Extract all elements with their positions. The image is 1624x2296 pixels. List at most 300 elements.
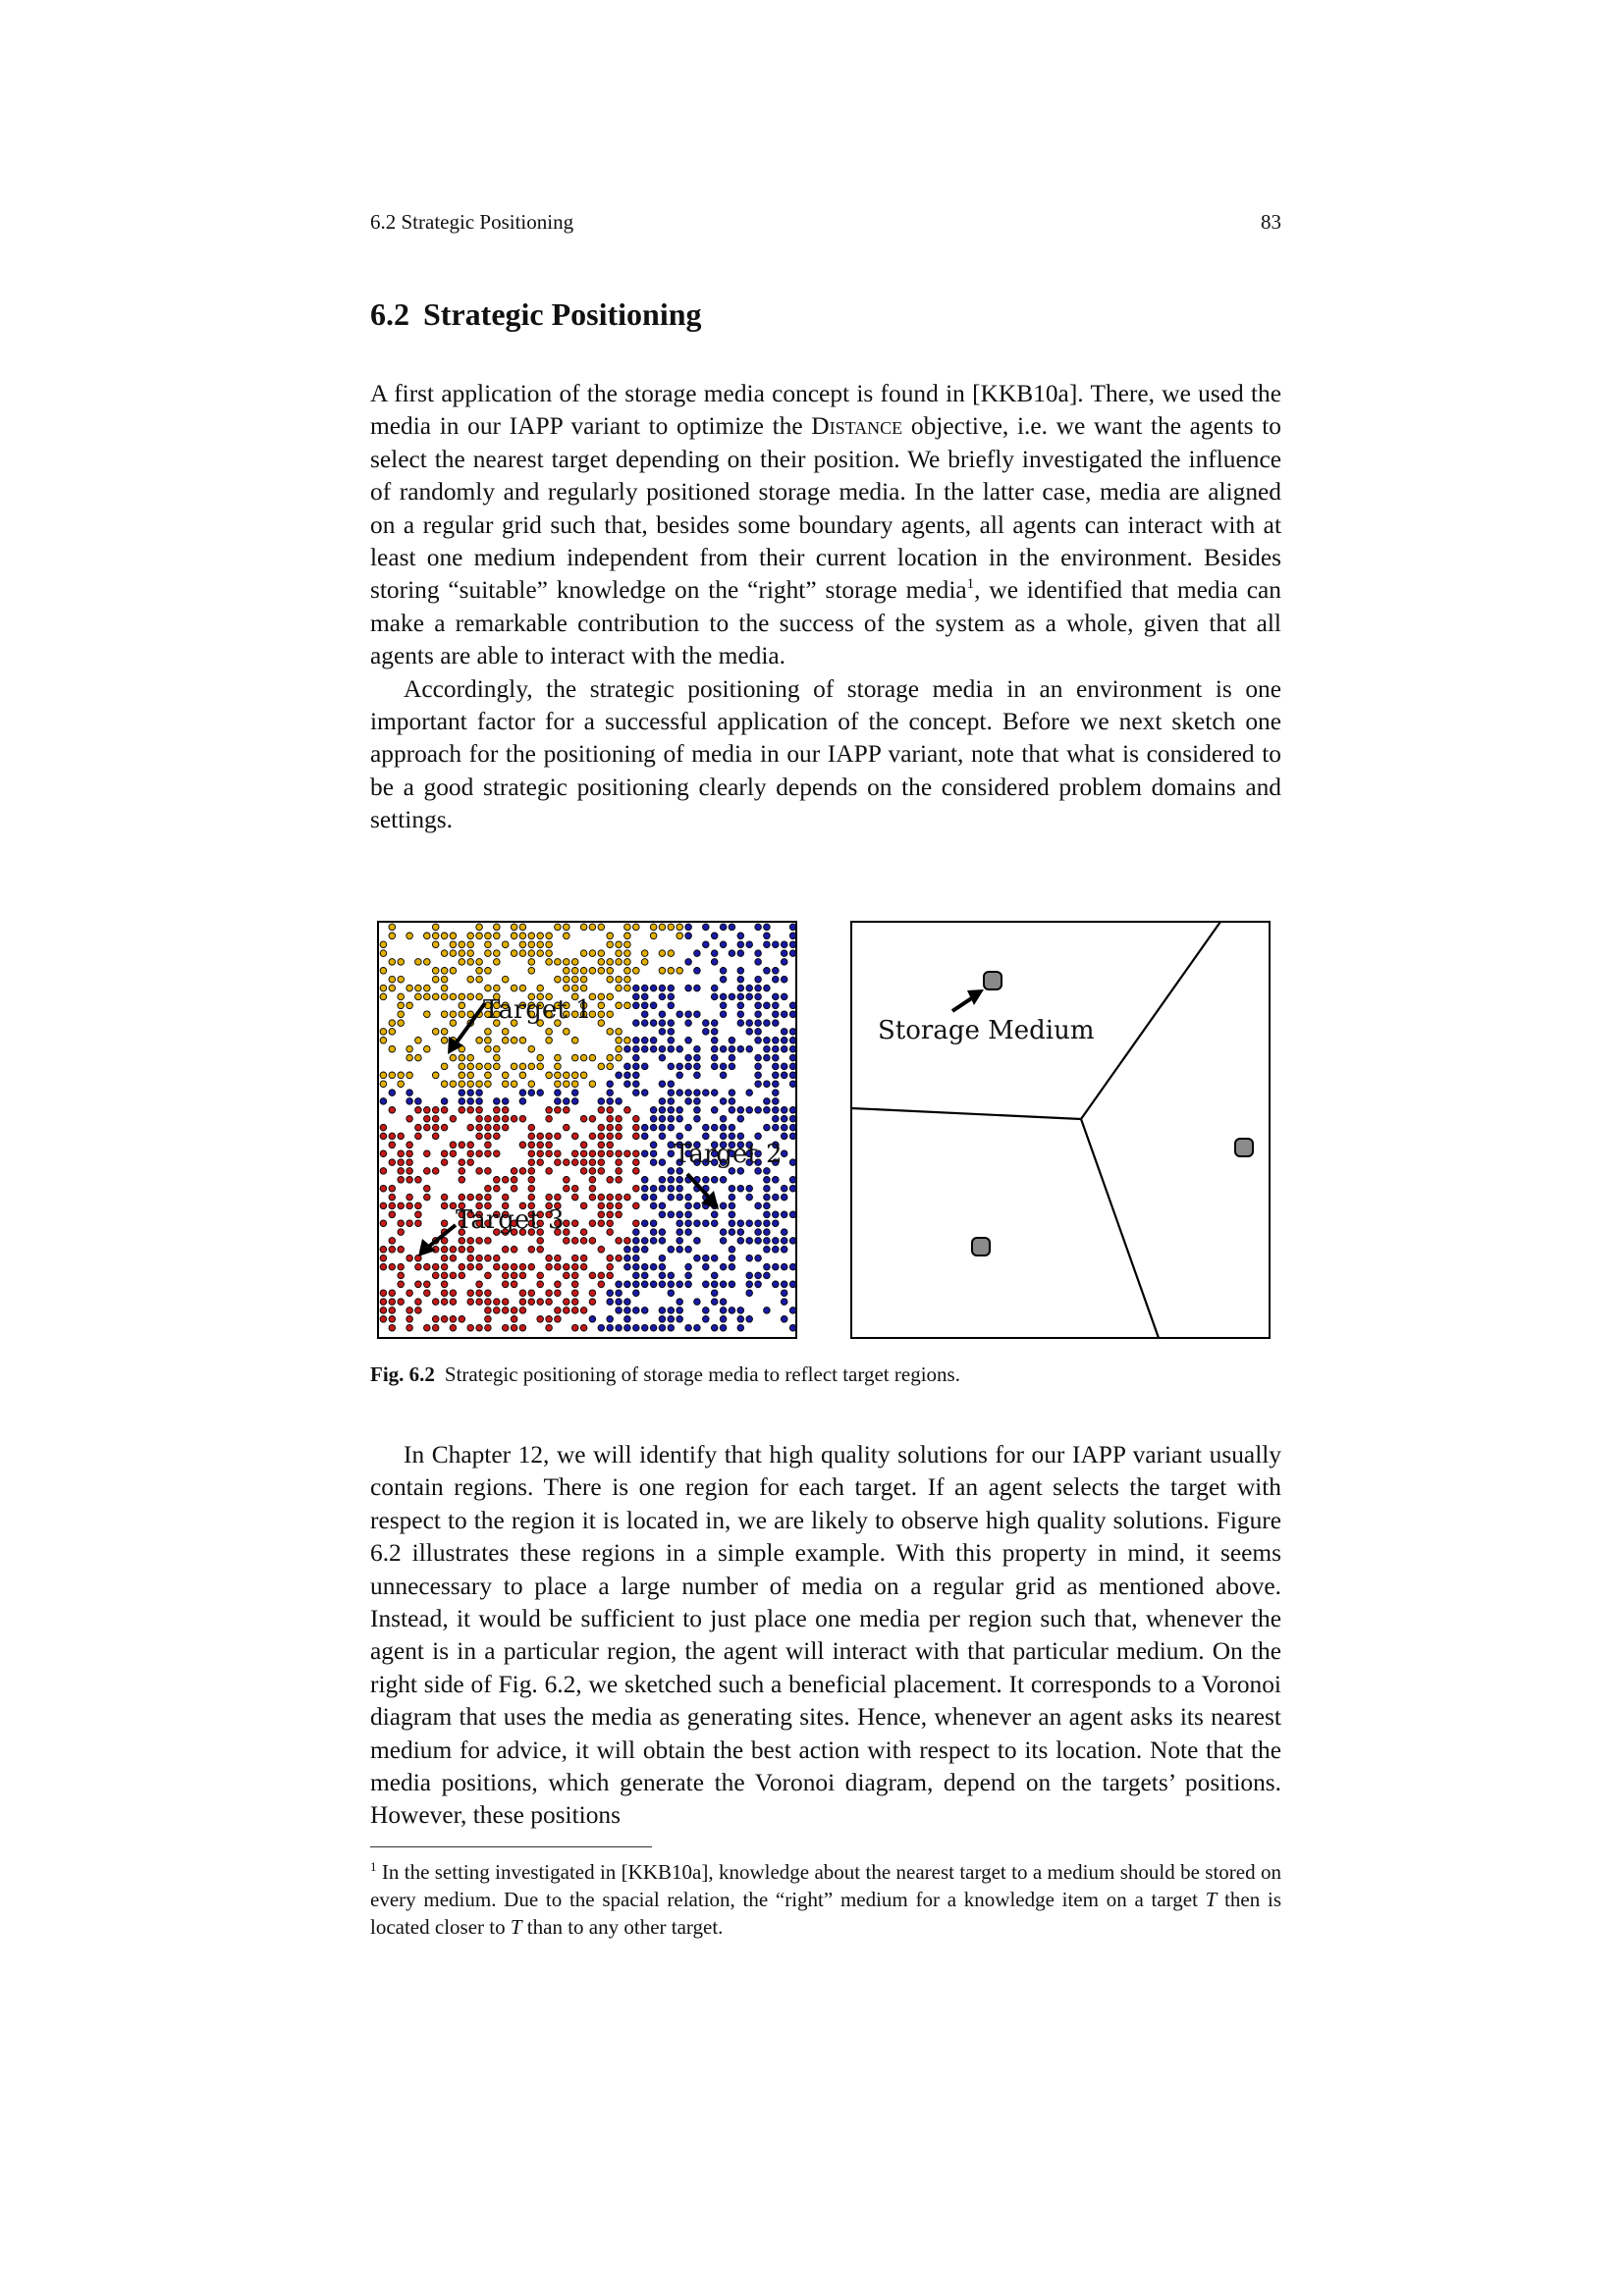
- agent-dot: [781, 993, 787, 1000]
- agent-dot: [589, 968, 596, 975]
- agent-dot: [502, 1281, 509, 1288]
- agent-dot: [781, 1072, 787, 1079]
- agent-dot: [528, 1090, 535, 1096]
- agent-dot: [450, 1247, 457, 1254]
- agent-dot: [546, 1299, 553, 1306]
- agent-dot: [467, 959, 474, 966]
- agent-dot: [668, 1090, 675, 1096]
- agent-dot: [555, 924, 562, 931]
- agent-dot: [389, 1238, 396, 1245]
- agent-dot: [450, 968, 457, 975]
- agent-dot: [764, 1211, 771, 1218]
- agent-dot: [398, 1133, 405, 1140]
- agent-dot: [389, 959, 396, 966]
- agent-dot: [441, 1063, 448, 1070]
- agent-dot: [633, 968, 640, 975]
- agent-dot: [467, 1107, 474, 1114]
- agent-dot: [607, 1054, 614, 1061]
- agent-dot: [432, 1168, 439, 1175]
- agent-dot: [781, 941, 787, 948]
- agent-dot: [564, 968, 570, 975]
- agent-dot: [633, 1063, 640, 1070]
- agent-dot: [494, 959, 501, 966]
- agent-dot: [406, 985, 413, 991]
- agent-dot: [598, 993, 605, 1000]
- agent-dot: [485, 985, 492, 991]
- agent-dot: [607, 1150, 614, 1157]
- agent-dot: [607, 1211, 614, 1218]
- agent-dot: [415, 985, 422, 991]
- agent-dot: [685, 1220, 692, 1227]
- agent-dot: [755, 1038, 762, 1044]
- agent-dot: [546, 1142, 553, 1148]
- agent-dot: [564, 1124, 570, 1131]
- agent-dot: [511, 924, 517, 931]
- agent-dot: [494, 1107, 501, 1114]
- agent-dot: [781, 976, 787, 983]
- target-3-label: Target 3: [456, 1205, 565, 1235]
- agent-dot: [380, 1299, 387, 1306]
- agent-dot: [415, 1054, 422, 1061]
- agent-dot: [755, 1281, 762, 1288]
- agent-dot: [729, 1063, 735, 1070]
- agent-dot: [519, 924, 526, 931]
- agent-dot: [467, 1090, 474, 1096]
- agent-dot: [580, 1255, 587, 1261]
- agent-dot: [659, 1107, 666, 1114]
- agent-dot: [685, 1054, 692, 1061]
- agent-dot: [380, 1316, 387, 1323]
- agent-dot: [616, 1150, 623, 1157]
- target-regions-plot: [377, 921, 797, 1339]
- agent-dot: [703, 1090, 710, 1096]
- agent-dot: [476, 1133, 483, 1140]
- agent-dot: [659, 924, 666, 931]
- agent-dot: [476, 1281, 483, 1288]
- agent-dot: [537, 1063, 544, 1070]
- agent-dot: [677, 1194, 683, 1201]
- agent-dot: [677, 1220, 683, 1227]
- agent-dot: [537, 1299, 544, 1306]
- agent-dot: [598, 1098, 605, 1105]
- agent-dot: [720, 1063, 727, 1070]
- agent-dot: [659, 1308, 666, 1314]
- agent-dot: [450, 941, 457, 948]
- agent-dot: [773, 976, 780, 983]
- agent-dot: [589, 1185, 596, 1192]
- agent-dot: [677, 1045, 683, 1052]
- agent-dot: [764, 985, 771, 991]
- agent-dot: [616, 1299, 623, 1306]
- agent-dot: [459, 1002, 465, 1009]
- agent-dot: [781, 1029, 787, 1036]
- agent-dot: [555, 1255, 562, 1261]
- agent-dot: [494, 1045, 501, 1052]
- agent-dot: [415, 1202, 422, 1209]
- agent-dot: [755, 976, 762, 983]
- footnote-variable-t-2: T: [510, 1915, 522, 1939]
- agent-dot: [467, 950, 474, 957]
- figure-caption: [370, 1362, 960, 1387]
- storage-medium-3: [972, 1238, 990, 1255]
- agent-dot: [494, 1098, 501, 1105]
- agent-dot: [616, 950, 623, 957]
- agent-dot: [607, 1263, 614, 1270]
- agent-dot: [737, 1324, 744, 1331]
- agent-dot: [476, 993, 483, 1000]
- agent-dot: [398, 1272, 405, 1279]
- agent-dot: [485, 968, 492, 975]
- agent-dot: [616, 1159, 623, 1166]
- agent-dot: [677, 1299, 683, 1306]
- agent-dot: [633, 1150, 640, 1157]
- agent-dot: [659, 1211, 666, 1218]
- agent-dot: [650, 1150, 657, 1157]
- agent-dot: [580, 1142, 587, 1148]
- agent-dot: [537, 1054, 544, 1061]
- agent-dot: [703, 1255, 710, 1261]
- agent-dot: [746, 1220, 753, 1227]
- agent-dot: [406, 1255, 413, 1261]
- agent-dot: [659, 1263, 666, 1270]
- agent-dot: [668, 1247, 675, 1254]
- agent-dot: [711, 1054, 718, 1061]
- agent-dot: [389, 985, 396, 991]
- agent-dot: [633, 1054, 640, 1061]
- agent-dot: [737, 1238, 744, 1245]
- agent-dot: [789, 933, 796, 939]
- agent-dot: [737, 1002, 744, 1009]
- agent-dot: [485, 1185, 492, 1192]
- agent-dot: [633, 1263, 640, 1270]
- agent-dot: [494, 1177, 501, 1184]
- agent-dot: [668, 985, 675, 991]
- agent-dot: [485, 1272, 492, 1279]
- agent-dot: [450, 1299, 457, 1306]
- agent-dot: [668, 1081, 675, 1088]
- agent-dot: [737, 1229, 744, 1236]
- agent-dot: [624, 985, 631, 991]
- agent-dot: [789, 1038, 796, 1044]
- agent-dot: [555, 1263, 562, 1270]
- agent-dot: [476, 1063, 483, 1070]
- agent-dot: [415, 1255, 422, 1261]
- agent-dot: [720, 1324, 727, 1331]
- agent-dot: [415, 1133, 422, 1140]
- agent-dot: [571, 959, 578, 966]
- agent-dot: [616, 1054, 623, 1061]
- agent-dot: [389, 1185, 396, 1192]
- agent-dot: [764, 1263, 771, 1270]
- agent-dot: [546, 1150, 553, 1157]
- agent-dot: [607, 959, 614, 966]
- agent-dot: [459, 993, 465, 1000]
- agent-dot: [511, 1263, 517, 1270]
- agent-dot: [589, 1177, 596, 1184]
- text-block-2: [370, 1439, 1281, 1833]
- agent-dot: [476, 1081, 483, 1088]
- agent-dot: [380, 1308, 387, 1314]
- agent-dot: [711, 1038, 718, 1044]
- agent-dot: [624, 1281, 631, 1288]
- agent-dot: [485, 933, 492, 939]
- agent-dot: [616, 1124, 623, 1131]
- agent-dot: [389, 1290, 396, 1297]
- agent-dot: [781, 1115, 787, 1122]
- agent-dot: [380, 1247, 387, 1254]
- agent-dot: [624, 976, 631, 983]
- agent-dot: [528, 1263, 535, 1270]
- agent-dot: [380, 950, 387, 957]
- agent-dot: [580, 1308, 587, 1314]
- agent-dot: [650, 1229, 657, 1236]
- agent-dot: [598, 1324, 605, 1331]
- agent-dot: [580, 924, 587, 931]
- agent-dot: [380, 1098, 387, 1105]
- agent-dot: [773, 1011, 780, 1018]
- agent-dot: [641, 1308, 648, 1314]
- agent-dot: [616, 1098, 623, 1105]
- agent-dot: [607, 1081, 614, 1088]
- agent-dot: [537, 950, 544, 957]
- agent-dot: [571, 1194, 578, 1201]
- agent-dot: [789, 1185, 796, 1192]
- agent-dot: [711, 1124, 718, 1131]
- agent-dot: [528, 933, 535, 939]
- agent-dot: [476, 1324, 483, 1331]
- agent-dot: [711, 1299, 718, 1306]
- agent-dot: [564, 1159, 570, 1166]
- agent-dot: [685, 1281, 692, 1288]
- agent-dot: [616, 976, 623, 983]
- agent-dot: [571, 985, 578, 991]
- agent-dot: [668, 1020, 675, 1027]
- page-number: 83: [1261, 210, 1281, 234]
- agent-dot: [589, 1238, 596, 1245]
- agent-dot: [729, 1202, 735, 1209]
- agent-dot: [659, 1202, 666, 1209]
- agent-dot: [528, 1045, 535, 1052]
- agent-dot: [519, 1272, 526, 1279]
- agent-dot: [389, 1263, 396, 1270]
- agent-dot: [789, 1281, 796, 1288]
- agent-dot: [729, 1255, 735, 1261]
- agent-dot: [781, 1238, 787, 1245]
- agent-dot: [467, 1159, 474, 1166]
- agent-dot: [607, 1133, 614, 1140]
- agent-dot: [424, 1045, 431, 1052]
- agent-dot: [598, 1247, 605, 1254]
- agent-dot: [668, 1029, 675, 1036]
- agent-dot: [485, 941, 492, 948]
- agent-dot: [677, 1316, 683, 1323]
- paragraph-3: In Chapter 12, we will identify that high quality solutions for our IAPP variant usually contain regions. There is one region for each target. If an agent selects the target with respect to the region it is located in, we are likely to observe high quality solutions. Figure 6.2 illustrates these regions in a simple example. With this property in mind, it seems unnecessary to place a large number of media on a regular grid as mentioned above. Instead, it would be sufficient to just place one media per region such that, whenever the agent is in a particular region, the agent will interact with that particular medium. On the right side of Fig. 6.2, we sketched such a beneficial placement. It corresponds to a Voronoi diagram that uses the media as generating sites. Hence, whenever an agent asks its nearest medium for advice, it will obtain the best action with respect to its location. Note that the media positions, which generate the Voronoi diagram, depend on the targets’ positions. However, these positions: [370, 1441, 1281, 1830]
- agent-dot: [633, 1255, 640, 1261]
- agent-dot: [424, 1194, 431, 1201]
- agent-dot: [703, 941, 710, 948]
- agent-dot: [720, 1229, 727, 1236]
- agent-dot: [537, 1316, 544, 1323]
- agent-dot: [755, 1255, 762, 1261]
- agent-dot: [441, 1299, 448, 1306]
- agent-dot: [729, 1090, 735, 1096]
- agent-dot: [467, 1290, 474, 1297]
- agent-dot: [659, 1029, 666, 1036]
- agent-dot: [607, 976, 614, 983]
- figure-6-2: [377, 921, 1271, 1339]
- agent-dot: [641, 993, 648, 1000]
- agent-dot: [571, 1072, 578, 1079]
- agent-dot: [633, 1229, 640, 1236]
- agent-dot: [380, 1290, 387, 1297]
- agent-dot: [546, 1133, 553, 1140]
- agent-dot: [685, 1211, 692, 1218]
- agent-dot: [659, 968, 666, 975]
- footnote-marker[interactable]: 1: [966, 576, 975, 593]
- footnote-text-a: In the setting investigated in [KKB10a], knowledge about the nearest target to a medium should be stored on every medium. Due to the spacial relation, the “right” medium for a knowledge item on a target: [370, 1860, 1281, 1911]
- agent-dot: [773, 1238, 780, 1245]
- agent-dot: [571, 1038, 578, 1044]
- agent-dot: [476, 1090, 483, 1096]
- agent-dot: [677, 1107, 683, 1114]
- agent-dot: [773, 1090, 780, 1096]
- agent-dot: [633, 1308, 640, 1314]
- agent-dot: [659, 1045, 666, 1052]
- agent-dot: [398, 1081, 405, 1088]
- agent-dot: [571, 1263, 578, 1270]
- agent-dot: [694, 1054, 701, 1061]
- agent-dot: [406, 1115, 413, 1122]
- agent-dot: [789, 1054, 796, 1061]
- agent-dot: [746, 1316, 753, 1323]
- agent-dot: [528, 1133, 535, 1140]
- agent-dots: [380, 924, 796, 1331]
- agent-dot: [720, 1316, 727, 1323]
- agent-dot: [789, 1081, 796, 1088]
- agent-dot: [720, 1177, 727, 1184]
- agent-dot: [616, 1290, 623, 1297]
- agent-dot: [398, 993, 405, 1000]
- agent-dot: [511, 1316, 517, 1323]
- agent-dot: [677, 1229, 683, 1236]
- agent-dot: [564, 1272, 570, 1279]
- agent-dot: [703, 1020, 710, 1027]
- agent-dot: [571, 1054, 578, 1061]
- agent-dot: [571, 1090, 578, 1096]
- agent-dot: [380, 1150, 387, 1157]
- agent-dot: [720, 1308, 727, 1314]
- agent-dot: [624, 933, 631, 939]
- agent-dot: [616, 1115, 623, 1122]
- agent-dot: [571, 976, 578, 983]
- agent-dot: [441, 993, 448, 1000]
- agent-dot: [616, 1281, 623, 1288]
- agent-dot: [441, 1220, 448, 1227]
- agent-dot: [415, 1299, 422, 1306]
- agent-dot: [415, 993, 422, 1000]
- agent-dot: [441, 1316, 448, 1323]
- agent-dot: [528, 1159, 535, 1166]
- agent-dot: [729, 1133, 735, 1140]
- agent-dot: [746, 1281, 753, 1288]
- agent-dot: [607, 1142, 614, 1148]
- agent-dot: [711, 1020, 718, 1027]
- agent-dot: [467, 1238, 474, 1245]
- agent-dot: [441, 1202, 448, 1209]
- target-1-annotation: [448, 995, 592, 1054]
- agent-dot: [571, 1255, 578, 1261]
- agent-dot: [589, 1168, 596, 1175]
- agent-dot: [580, 1072, 587, 1079]
- agent-dot: [711, 933, 718, 939]
- agent-dot: [720, 993, 727, 1000]
- agent-dot: [685, 933, 692, 939]
- agent-dot: [476, 1255, 483, 1261]
- agent-dot: [668, 1002, 675, 1009]
- agent-dot: [607, 1202, 614, 1209]
- agent-dot: [546, 1255, 553, 1261]
- agent-dot: [580, 1168, 587, 1175]
- agent-dot: [467, 933, 474, 939]
- agent-dot: [467, 1124, 474, 1131]
- agent-dot: [659, 950, 666, 957]
- agent-dot: [528, 1177, 535, 1184]
- agent-dot: [555, 1098, 562, 1105]
- agent-dot: [450, 1020, 457, 1027]
- agent-dot: [711, 1045, 718, 1052]
- agent-dot: [616, 1072, 623, 1079]
- agent-dot: [467, 1299, 474, 1306]
- agent-dot: [537, 941, 544, 948]
- agent-dot: [729, 950, 735, 957]
- agent-dot: [764, 1081, 771, 1088]
- agent-dot: [624, 1194, 631, 1201]
- agent-dot: [459, 1263, 465, 1270]
- agent-dot: [598, 1168, 605, 1175]
- agent-dot: [441, 1098, 448, 1105]
- agent-dot: [616, 941, 623, 948]
- agent-dot: [528, 941, 535, 948]
- agent-dot: [677, 968, 683, 975]
- agent-dot: [580, 1263, 587, 1270]
- agent-dot: [432, 1272, 439, 1279]
- agent-dot: [467, 1324, 474, 1331]
- agent-dot: [494, 1063, 501, 1070]
- paragraph-1-part-b: objective, i.e. we want the agents to select the nearest target depending on their position. We briefly investigated the influence of randomly and regularly positioned storage media. In the latter case, media are aligned on a regular grid such that, besides some boundary agents, all agents can interact with at least one medium independent from their current location in the environment. Besides storing “suitable” knowledge on the “right” storage media: [370, 412, 1281, 605]
- agent-dot: [406, 1002, 413, 1009]
- agent-dot: [398, 1011, 405, 1018]
- agent-dot: [633, 1038, 640, 1044]
- agent-dot: [528, 1142, 535, 1148]
- agent-dot: [432, 933, 439, 939]
- agent-dot: [659, 1281, 666, 1288]
- agent-dot: [720, 924, 727, 931]
- agent-dot: [764, 1098, 771, 1105]
- agent-dot: [389, 1308, 396, 1314]
- agent-dot: [773, 1115, 780, 1122]
- agent-dot: [432, 1316, 439, 1323]
- agent-dot: [441, 968, 448, 975]
- agent-dot: [633, 1133, 640, 1140]
- agent-dot: [729, 1098, 735, 1105]
- agent-dot: [441, 1081, 448, 1088]
- agent-dot: [494, 1308, 501, 1314]
- agent-dot: [668, 1185, 675, 1192]
- agent-dot: [729, 1038, 735, 1044]
- agent-dot: [450, 950, 457, 957]
- agent-dot: [650, 1124, 657, 1131]
- agent-dot: [677, 1177, 683, 1184]
